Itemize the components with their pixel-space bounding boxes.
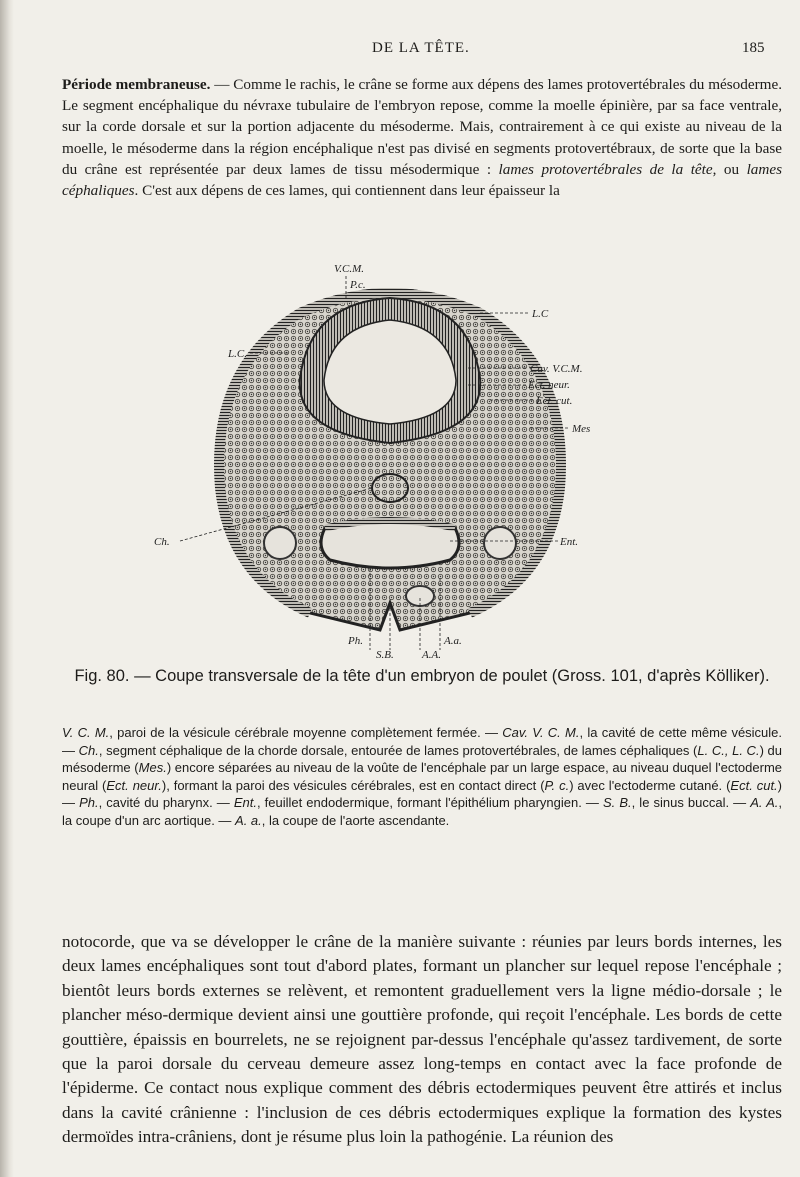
caption-text: ) — bbox=[62, 777, 783, 811]
page-binding-shadow bbox=[0, 0, 14, 1177]
caption-text: , la coupe de l'aorte ascendante. bbox=[261, 812, 450, 828]
caption-abbreviation: V. C. M. bbox=[62, 725, 110, 740]
label-mes: Mes bbox=[572, 423, 591, 435]
caption-text: , la coupe d'un arc aortique. — bbox=[62, 795, 783, 828]
paragraph-text: , ou bbox=[712, 160, 747, 178]
label-sb: S.B. bbox=[376, 649, 394, 658]
aortic-arch-left bbox=[264, 527, 296, 559]
running-head bbox=[0, 40, 800, 64]
label-pc: P.c. bbox=[350, 279, 366, 291]
label-ent: Ent. bbox=[560, 536, 579, 548]
caption-abbreviation: P. c. bbox=[544, 777, 570, 793]
caption-abbreviation: L. C., L. C. bbox=[697, 742, 760, 758]
paragraph-italic-term: lames céphaliques bbox=[62, 160, 783, 200]
caption-text: , feuillet endodermique, formant l'épithélium pharyngien. — bbox=[256, 795, 603, 811]
caption-text: , le sinus buccal. — bbox=[631, 795, 751, 811]
figure-caption-legend bbox=[62, 724, 782, 830]
paragraph-text: — Comme le rachis, le crâne se forme aux dépens des lames protovertébrales du mésoderme. Le segment encéphalique du névraxe tubulaire de l'embryon repose, comme la moelle épinière, par sa face ventrale, sur la corde dorsale et sur la portion adjacente du mésoderme. Mais, contrairement à ce qui existe au niveau de la moelle, le mésoderme dans la région encéphalique n'est pas divisé en segments protovertébraux, de sorte que la base du crâne est représentée par deux lames de tissu mésodermique : bbox=[62, 76, 783, 178]
label-ect-cut: Ect. cut. bbox=[536, 395, 573, 407]
label-lc-left: L.C. bbox=[228, 348, 247, 360]
label-ph: Ph. bbox=[348, 635, 363, 647]
paragraph-text: . C'est aux dépens de ces lames, qui contiennent dans leur épaisseur la bbox=[134, 182, 560, 200]
caption-abbreviation: Ch. bbox=[78, 742, 99, 758]
label-lc-right: L.C bbox=[532, 308, 549, 320]
label-ch: Ch. bbox=[154, 536, 170, 548]
caption-abbreviation: Ent. bbox=[233, 795, 257, 811]
caption-abbreviation: Cav. V. C. M. bbox=[502, 725, 580, 740]
figure-caption-title: Fig. 80. — Coupe transversale de la tête d'un embryon de poulet (Gross. 101, d'après Kölliker). bbox=[74, 667, 770, 685]
paragraph-italic-term: lames protovertébrales de la tête bbox=[498, 160, 713, 178]
caption-text: , cavité du pharynx. — bbox=[98, 795, 234, 811]
caption-abbreviation: Mes. bbox=[138, 760, 167, 776]
notochord bbox=[372, 474, 408, 502]
caption-text: ) avec l'ectoderme cutané. ( bbox=[569, 777, 731, 793]
caption-text: ), formant la paroi des vésicules cérébrales, est en contact direct ( bbox=[161, 777, 545, 793]
caption-text: , segment céphalique de la chorde dorsale, entourée de lames protovertébrales, de lames céphaliques ( bbox=[98, 742, 698, 758]
caption-abbreviation: S. B. bbox=[602, 795, 632, 811]
caption-text: ) encore séparées au niveau de la voûte de l'encéphale par un large espace, au niveau duquel l'ectoderme neural ( bbox=[62, 760, 783, 793]
label-cav-vcm: Cav. V.C.M. bbox=[530, 363, 583, 375]
page-number: 185 bbox=[742, 40, 765, 56]
caption-text: , la cavité de cette même vésicule. — bbox=[62, 725, 783, 758]
caption-abbreviation: Ph. bbox=[79, 795, 99, 811]
label-vcm: V.C.M. bbox=[334, 263, 365, 275]
label-aa-small: A.a. bbox=[444, 635, 462, 647]
aortic-arch-right bbox=[484, 527, 516, 559]
caption-text: , paroi de la vésicule cérébrale moyenne complètement fermée. — bbox=[109, 725, 503, 740]
label-aa-large: A.A. bbox=[422, 649, 441, 658]
figure-80-embryo-section bbox=[150, 258, 630, 658]
section-lead: Période membraneuse. bbox=[62, 76, 211, 93]
caption-abbreviation: Ect. cut. bbox=[730, 777, 778, 793]
label-ect-neur: Ect. neur. bbox=[528, 379, 570, 391]
paragraph-periode-membraneuse bbox=[62, 74, 782, 201]
paragraph-notocorde: notocorde, que va se développer le crâne de la manière suivante : réunies par leurs bords internes, les deux lames encéphaliques sont tout d'abord plates, formant un plancher sur lequel repose l'encéphale ; bientôt leurs bords externes se relèvent, et remontent graduellement vers la ligne médio-dorsale ; le plancher méso-dermique devient ainsi une gouttière profonde, qui reçoit l'encéphale. Les bords de cette gouttière, épaissis en bourrelets, ne se rejoignent par-dessus l'encéphale qu'assez tardivement, de sorte que la paroi dorsale du cerveau demeure assez long-temps en contact avec la face profonde de l'épiderme. Ce contact nous explique comment des débris ectodermiques peuvent être attirés et inclus dans la cavité crânienne : l'inclusion de ces débris ectodermiques explique la formation des kystes dermoïdes intra-crâniens, dont je résume plus loin la pathogénie. La réunion des bbox=[62, 932, 782, 1147]
embryo-cross-section-illustration bbox=[150, 258, 630, 658]
caption-abbreviation: A. a. bbox=[235, 812, 262, 828]
running-head-title: DE LA TÊTE. bbox=[372, 40, 470, 56]
caption-abbreviation: Ect. neur. bbox=[106, 777, 162, 793]
caption-abbreviation: A. A. bbox=[750, 795, 779, 811]
caption-text: ) du mésoderme ( bbox=[62, 742, 782, 776]
